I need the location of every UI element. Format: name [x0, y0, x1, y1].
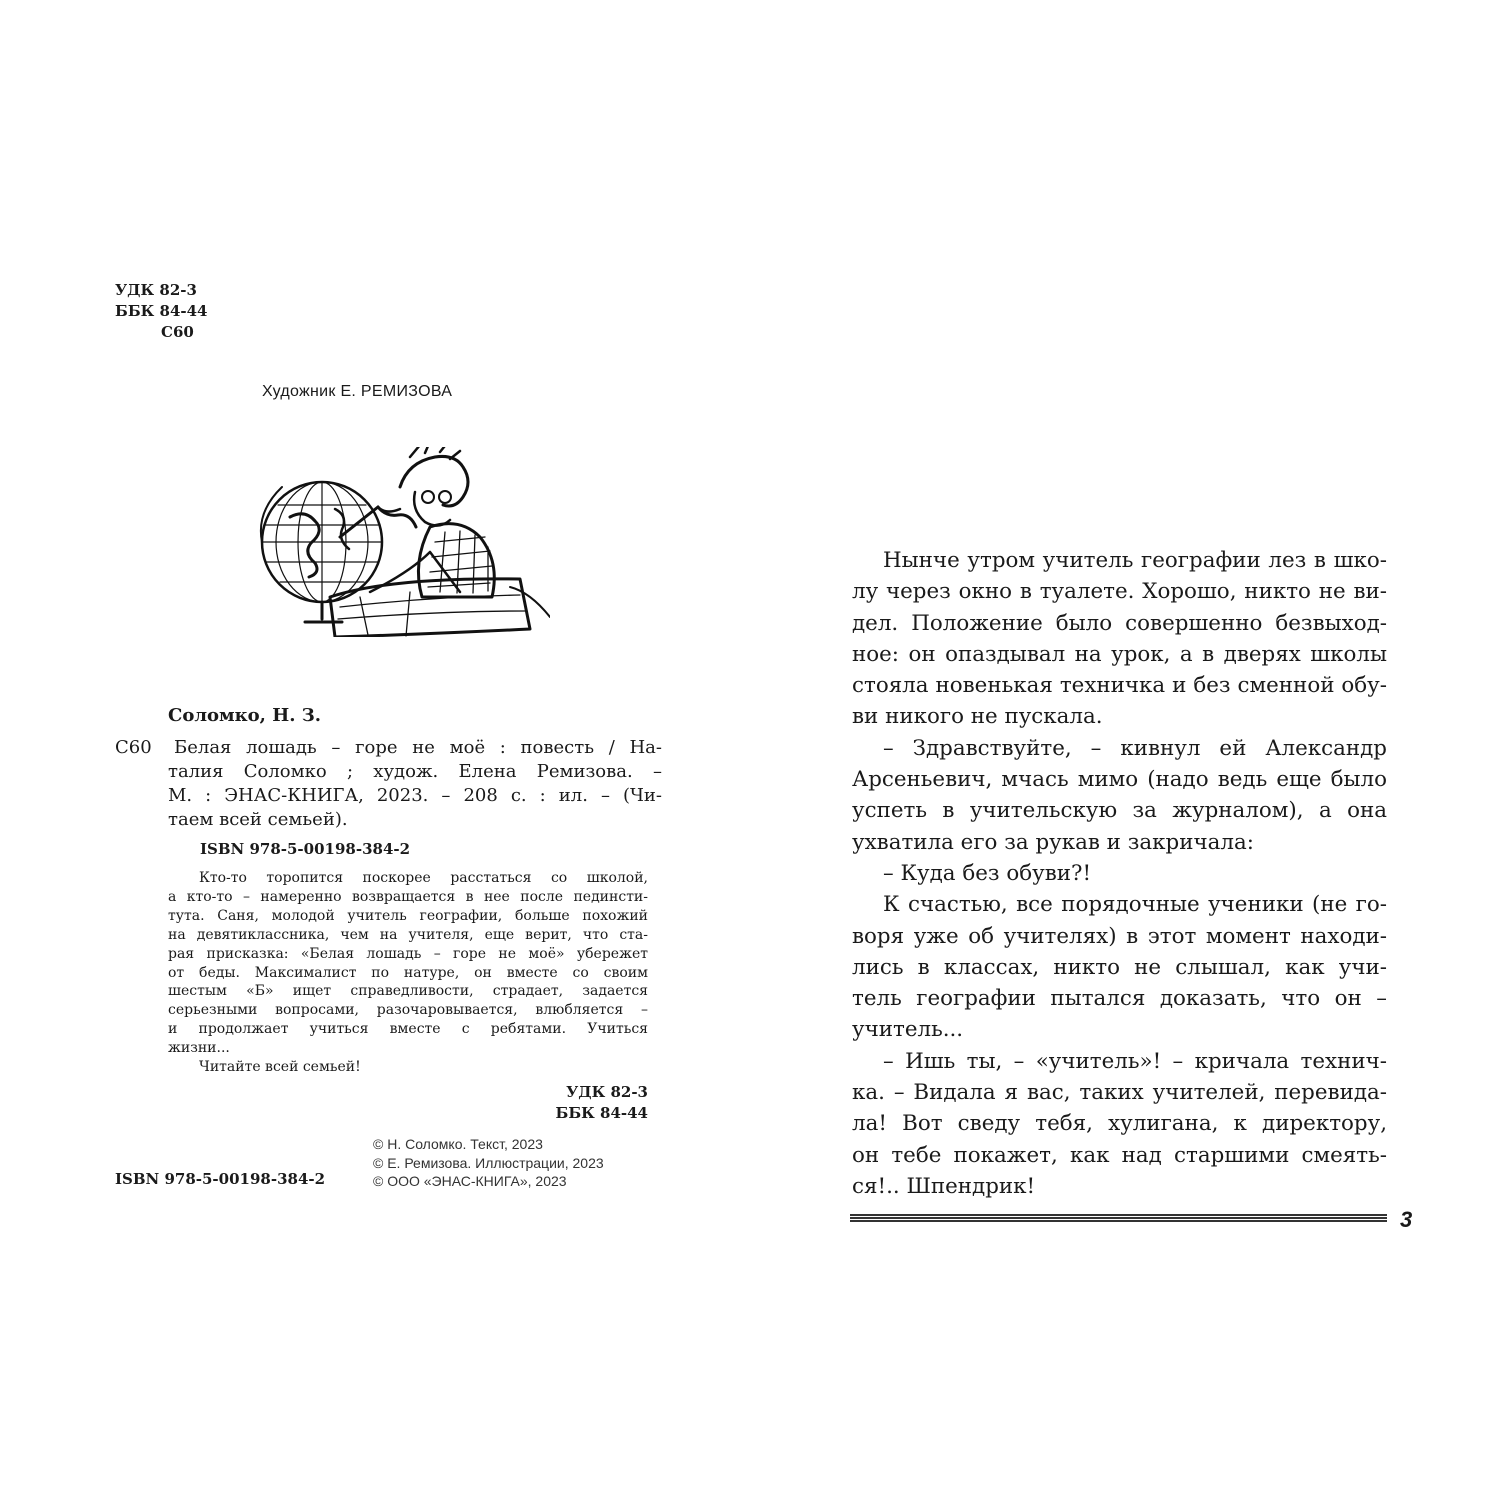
copyright-line: © Н. Соломко. Текст, 2023: [373, 1136, 543, 1152]
story-line: дел. Положение было совершенно безвыход-: [852, 610, 1387, 636]
teacher-with-globe-illustration: [250, 447, 550, 637]
story-line: ка. – Видала я вас, таких учителей, перевида-: [852, 1080, 1387, 1106]
story-line: успеть в учительскую за журналом), а она: [852, 798, 1387, 824]
annotation-line: от беды. Максималист по натуре, он вместе со своим: [168, 964, 648, 981]
copyright-block: [373, 1135, 604, 1191]
story-text: [852, 545, 1387, 1202]
story-line: стояла новенькая техничка и без сменной обу-: [852, 673, 1387, 699]
bbk-code: ББК 84-44: [115, 302, 208, 320]
isbn-catalog: ISBN 978-5-00198-384-2: [200, 840, 411, 858]
annotation-final: Читайте всей семьей!: [199, 1059, 361, 1076]
story-line: ухватила его за рукав и закричала:: [852, 829, 1254, 855]
catalog-line: таем всей семьей).: [168, 809, 348, 830]
story-line: Арсеньевич, мчась мимо (надо ведь еще было: [852, 767, 1387, 793]
annotation-line: а кто-то – намеренно возвращается в нее после пединсти-: [168, 888, 648, 905]
bottom-bbk: ББК 84-44: [555, 1104, 648, 1122]
catalog-line: М. : ЭНАС-КНИГА, 2023. – 208 с. : ил. – (Чи-: [168, 785, 662, 806]
page-number: 3: [1400, 1207, 1413, 1232]
bottom-udk: УДК 82-3: [566, 1083, 648, 1101]
story-line: – Здравствуйте, – кивнул ей Александр: [883, 735, 1387, 761]
annotation-line: тута. Саня, молодой учитель географии, больше похожий: [168, 907, 648, 924]
annotation-line: жизни...: [168, 1040, 230, 1057]
bottom-codes: [500, 1082, 648, 1124]
footer-rule-middle: [850, 1217, 1387, 1219]
copyright-line: © ООО «ЭНАС-КНИГА», 2023: [373, 1173, 567, 1189]
story-line: – Ишь ты, – «учитель»! – кричала технич-: [883, 1048, 1387, 1074]
annotation-line: Кто-то торопится поскорее расстаться со школой,: [199, 870, 648, 886]
copyright-line: © Е. Ремизова. Иллюстрации, 2023: [373, 1154, 604, 1171]
story-line: ся!.. Шпендрик!: [852, 1173, 1036, 1199]
annotation-line: шестым «Б» ищет справедливости, страдает, задается: [168, 983, 648, 1000]
footer-rule: [850, 1214, 1387, 1222]
story-line: ное: он опаздывал на урок, а в дверях школы: [852, 641, 1387, 667]
author-heading: Соломко, Н. З.: [168, 705, 321, 726]
annotation: [168, 869, 648, 1077]
annotation-line: серьезными вопросами, разочаровывается, влюбляется –: [168, 1002, 648, 1019]
udk-code: УДК 82-3: [115, 281, 197, 299]
catalog-line: талия Соломко ; худож. Елена Ремизова. –: [168, 761, 662, 782]
story-line: воря уже об учителях) в этот момент находи-: [852, 923, 1387, 949]
catalog-codes: [115, 280, 207, 343]
story-line: – Куда без обуви?!: [883, 860, 1092, 886]
isbn-bottom: ISBN 978-5-00198-384-2: [115, 1170, 326, 1188]
story-line: ла! Вот сведу тебя, хулигана, к директору,: [852, 1111, 1387, 1137]
author-mark: С60: [115, 737, 152, 758]
author-mark-code: С60: [161, 323, 194, 341]
story-line: К счастью, все порядочные ученики (не го-: [883, 892, 1387, 918]
annotation-line: и продолжает учиться вместе с ребятами. Учиться: [168, 1021, 648, 1038]
annotation-line: рая присказка: «Белая лошадь – горе не моё» убережет: [168, 945, 648, 962]
story-line: тель географии пытался доказать, что он –: [852, 986, 1387, 1012]
story-line: Нынче утром учитель географии лез в шко-: [883, 548, 1387, 573]
story-line: он тебе покажет, как над старшими смеять-: [852, 1142, 1387, 1168]
story-line: учитель...: [852, 1017, 964, 1043]
catalog-line: Белая лошадь – горе не моё : повесть / На-: [174, 737, 662, 758]
catalog-entry: [168, 736, 662, 832]
story-line: лу через окно в туалете. Хорошо, никто не ви-: [852, 579, 1387, 605]
annotation-line: на девятиклассника, чем на учителя, еще верит, что ста-: [168, 926, 648, 943]
story-line: ви никого не пускала.: [852, 704, 1103, 730]
story-line: лись в классах, никто не слышал, как учи-: [852, 954, 1387, 980]
artist-credit: Художник Е. РЕМИЗОВА: [262, 383, 453, 400]
